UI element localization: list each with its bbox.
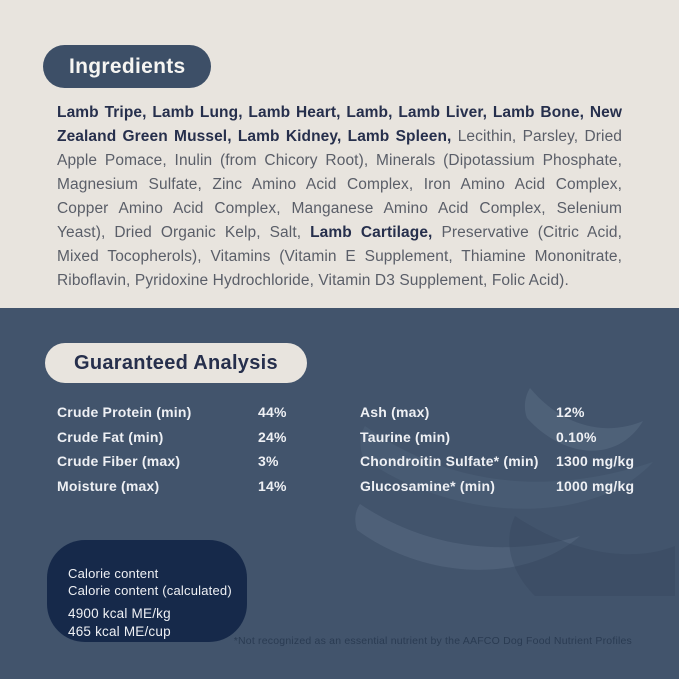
analysis-label: Chondroitin Sulfate* (min) [360,453,539,469]
analysis-label: Taurine (min) [360,428,451,445]
analysis-column-left [57,404,347,502]
ingredients-tertiary-list: Preservative (Citric Acid, Mixed Tocopherols), Vitamins (Vitamin E Supplement, Thiamine Mononitrate, Riboflavin, Pyridoxine Hydrochloride, Vitamin D3 Supplement, Folic Acid). [57,224,622,289]
analysis-column-right [360,404,670,502]
analysis-value: 24% [258,428,287,445]
analysis-value: 0.10% [556,428,597,445]
analysis-row-chondroitin [360,453,670,478]
analysis-label: Ash (max) [360,404,430,420]
analysis-row-glucosamine [360,478,670,503]
ingredients-primary-list: Lamb Tripe, Lamb Lung, Lamb Heart, Lamb, Lamb Liver, Lamb Bone, New Zealand Green Mussel, Lamb Kidney, Lamb Spleen, [57,104,622,145]
guaranteed-analysis-header-label: Guaranteed Analysis [74,352,278,374]
analysis-row-crude-fat [57,429,347,454]
analysis-label: Crude Fiber (max) [57,453,181,469]
guaranteed-analysis-header-pill [45,343,307,383]
analysis-label: Glucosamine* (min) [360,477,496,494]
analysis-row-taurine [360,429,670,454]
ingredients-section [0,0,679,308]
analysis-value: 14% [258,477,287,494]
calorie-title-line-1: Calorie content [68,566,159,581]
calorie-title-line-2: Calorie content (calculated) [68,582,232,598]
aafco-footnote: *Not recognized as an essential nutrient by the AAFCO Dog Food Nutrient Profiles [233,635,632,647]
analysis-value: 1300 mg/kg [556,453,635,469]
analysis-label: Moisture (max) [57,477,160,494]
analysis-row-ash [360,404,670,429]
analysis-value: 44% [258,404,287,420]
calorie-value-kg: 4900 kcal ME/kg [68,606,171,621]
ingredients-secondary-list: Lecithin, Parsley, Dried Apple Pomace, Inulin (from Chicory Root), Minerals (Dipotassium Phosphate, Magnesium Sulfate, Zinc Amino Acid Complex, Iron Amino Acid Complex, Copper Amino Acid Complex, Manganese Amino Acid Complex, Selenium Yeast), Dried Organic Kelp, Salt, [57,128,623,241]
analysis-value: 3% [258,453,279,469]
guaranteed-analysis-section [0,308,679,679]
ingredients-cartilage-highlight: Lamb Cartilage, [310,224,433,241]
calorie-value-cup: 465 kcal ME/cup [68,623,171,639]
analysis-label: Crude Protein (min) [57,404,192,420]
analysis-value: 12% [556,404,585,420]
analysis-row-moisture [57,478,347,503]
calorie-content-box [47,540,247,642]
analysis-value: 1000 mg/kg [556,477,635,494]
analysis-row-crude-protein [57,404,347,429]
analysis-row-crude-fiber [57,453,347,478]
analysis-label: Crude Fat (min) [57,428,164,445]
ingredients-header-pill [43,45,211,88]
ingredients-header-label: Ingredients [69,55,186,78]
ingredients-paragraph [57,101,622,293]
